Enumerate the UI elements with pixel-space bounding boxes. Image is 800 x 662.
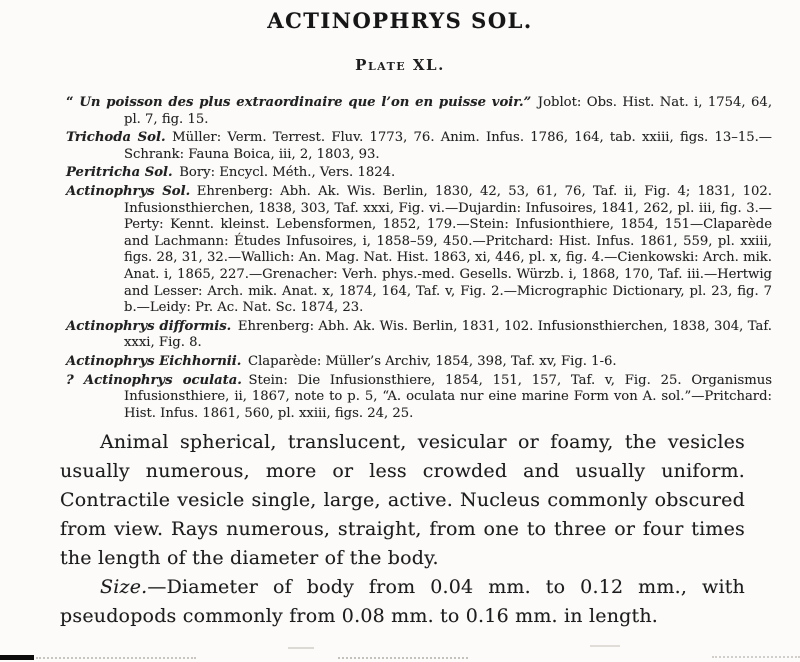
synonymy-entry-name: Actinophrys Sol.	[66, 183, 191, 199]
synonymy-entry	[66, 354, 772, 371]
synonymy-entry	[66, 184, 772, 317]
synonymy-entry-refs: Müller: Verm. Terrest. Fluv. 1773, 76. Anim. Infus. 1786, 164, tab. xxiii, figs. 13–15.—Schrank: Fauna Boica, iii, 2, 1803, 93.	[124, 130, 772, 162]
size-label: Size.	[100, 576, 148, 599]
synonymy-entry	[66, 130, 772, 163]
synonymy-entry-refs: Ehrenberg: Abh. Ak. Wis. Berlin, 1831, 102. Infusionsthierchen, 1838, 304, Taf. xxxi, Fig. 8.	[124, 318, 773, 351]
scan-artifact-dots	[338, 657, 468, 659]
synonymy-entry-refs: Ehrenberg: Abh. Ak. Wis. Berlin, 1830, 42, 53, 61, 76, Taf. ii, Fig. 4; 1831, 102. Infusionsthierchen, 1838, 303, Taf. xxxi, Fig. vi.—Dujardin: Infusoires, 1841, 262, pl. iii, fig. 3.—Perty: Kennt. kleinst. Lebensformen, 1852, 179.—Stein: Infusionthiere, 1854, 151—Claparède and Lachmann: Études Infusoires, i, 1858–59, 450.—Pritchard: Hist. Infus. 1861, 559, pl. xxiii, figs. 28, 31, 32.—Wallich: An. Mag. Nat. Hist. 1863, xi, 446, pl. x, fig. 4.—Cienkowski: Arch. mik. Anat. i, 1865, 227.—Grenacher: Verh. phys.-med. Gesells. Würzb. i, 1868, 170, Taf. iii.—Hertwig and Lesser: Arch. mik. Anat. x, 1874, 164, Taf. v, Fig. 2.—Micrographic Dictionary, pl. 23, fig. 7 b.—Leidy: Pr. Ac. Nat. Sc. 1874, 23.	[124, 183, 772, 316]
scan-artifact-smudge	[288, 647, 314, 649]
scan-artifact-bar	[0, 655, 34, 660]
synonymy-entry	[66, 373, 772, 423]
synonymy-entry	[66, 95, 772, 128]
synonymy-entry	[66, 319, 772, 352]
scan-artifact-smudge	[590, 645, 620, 647]
synonymy-entry-name: Trichoda Sol.	[66, 130, 166, 146]
plate-heading: Plate XL.	[355, 56, 445, 74]
scan-artifact-dots	[36, 657, 196, 659]
size-paragraph	[60, 573, 745, 631]
synonymy-entry-refs: Bory: Encycl. Méth., Vers. 1824.	[172, 165, 396, 181]
description-paragraph: Animal spherical, translucent, vesicular or foamy, the vesicles usually numerous, more or less crowded and usually uniform. Contractile vesicle single, large, active. Nucleus commonly obscured from view. Rays numerous, straight, from one to three or four times the length of the diameter of the body.	[60, 431, 745, 570]
synonymy-entry	[66, 165, 772, 182]
scan-artifact-dots	[712, 656, 800, 658]
synonymy-entry-refs: Claparède: Müller’s Archiv, 1854, 398, Taf. xv, Fig. 1-6.	[241, 353, 617, 369]
synonymy-entry-prefix: “	[66, 95, 80, 110]
synonymy-entry-name: Un poisson des plus extraordinaire que l’on en puisse voir.”	[79, 95, 532, 110]
synonymy-entry-name: Actinophrys Eichhornii.	[66, 353, 242, 369]
species-description	[60, 428, 745, 631]
synonymy-list	[66, 95, 772, 422]
synonymy-entry-refs: Joblot: Obs. Hist. Nat. i, 1754, 64, pl. 7, fig. 15.	[124, 95, 773, 127]
synonymy-entry-name: Peritricha Sol.	[66, 165, 173, 181]
size-text: —Diameter of body from 0.04 mm. to 0.12 mm., with pseudopods commonly from 0.08 mm. to 0.16 mm. in length.	[60, 576, 745, 628]
synonymy-entry-refs: Stein: Die Infusionsthiere, 1854, 151, 157, Taf. v, Fig. 25. Organismus Infusionsthiere, ii, 1867, note to p. 5, “A. oculata nur eine marine Form von A. sol.”—Pritchard: Hist. Infus. 1861, 560, pl. xxiii, figs. 24, 25.	[124, 372, 772, 421]
page-title: ACTINOPHRYS SOL.	[267, 8, 533, 33]
synonymy-entry-prefix: ?	[66, 372, 84, 388]
synonymy-entry-name: Actinophrys oculata.	[83, 372, 242, 388]
synonymy-entry-name: Actinophrys difformis.	[66, 318, 232, 334]
